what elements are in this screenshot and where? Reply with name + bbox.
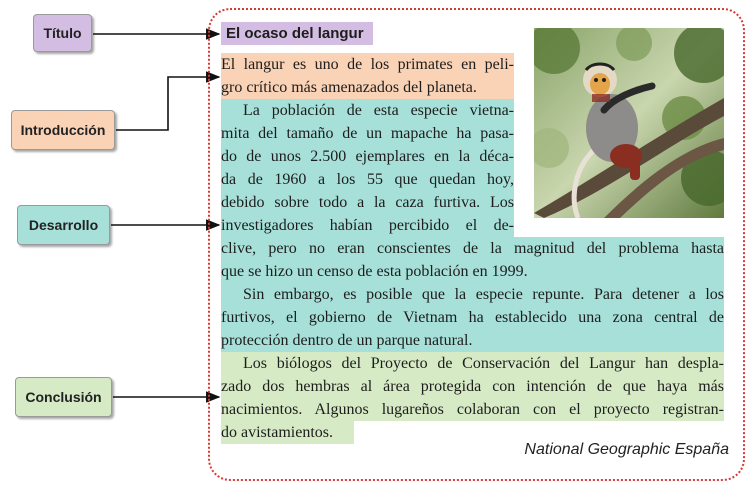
body-line: da de 1960 a los 55 que quedan hoy, [221, 168, 514, 191]
body-line: debido sobre todo a la caza furtiva. Los [221, 191, 514, 214]
label-titulo: Título [33, 14, 92, 52]
body-line: mita del tamaño de un mapache ha pasa- [221, 122, 514, 145]
conclusion-line: do avistamientos. [221, 421, 354, 444]
langur-monkey-illustration [534, 28, 724, 218]
body-line: investigadores habían percibido el de- [221, 214, 514, 237]
langur-photo [534, 28, 724, 218]
body-line: que se hizo un censo de esta población en 1999. [221, 260, 724, 283]
arrow-introduccion [116, 77, 219, 130]
label-conclusion: Conclusión [15, 377, 112, 417]
conclusion-line: Los biólogos del Proyecto de Conservación del Langur han despla- [221, 352, 724, 375]
body-line: La población de esta especie vietna- [221, 99, 514, 122]
body-line: do de unos 2.500 ejemplares en la déca- [221, 145, 514, 168]
conclusion-line: zado dos hembras al área protegida con intención de que haya más [221, 375, 724, 398]
body-line: clive, pero no eran conscientes de la magnitud del problema hasta [221, 237, 724, 260]
intro-line: gro crítico más amenazados del planeta. [221, 76, 514, 99]
body-line: Sin embargo, es posible que la especie repunte. Para detener a los [221, 283, 724, 306]
article-source: National Geographic España [524, 441, 729, 458]
article-title: El ocaso del langur [221, 22, 373, 45]
label-desarrollo: Desarrollo [17, 205, 110, 245]
intro-line: El langur es uno de los primates en peli- [221, 53, 514, 76]
body-line: furtivos, el gobierno de Vietnam ha establecido una zona central de [221, 306, 724, 329]
body-line: protección dentro de un parque natural. [221, 329, 724, 352]
label-introduccion: Introducción [11, 110, 115, 150]
conclusion-line: nacimientos. Algunos lugareños colaboran con el proyecto registran- [221, 398, 724, 421]
